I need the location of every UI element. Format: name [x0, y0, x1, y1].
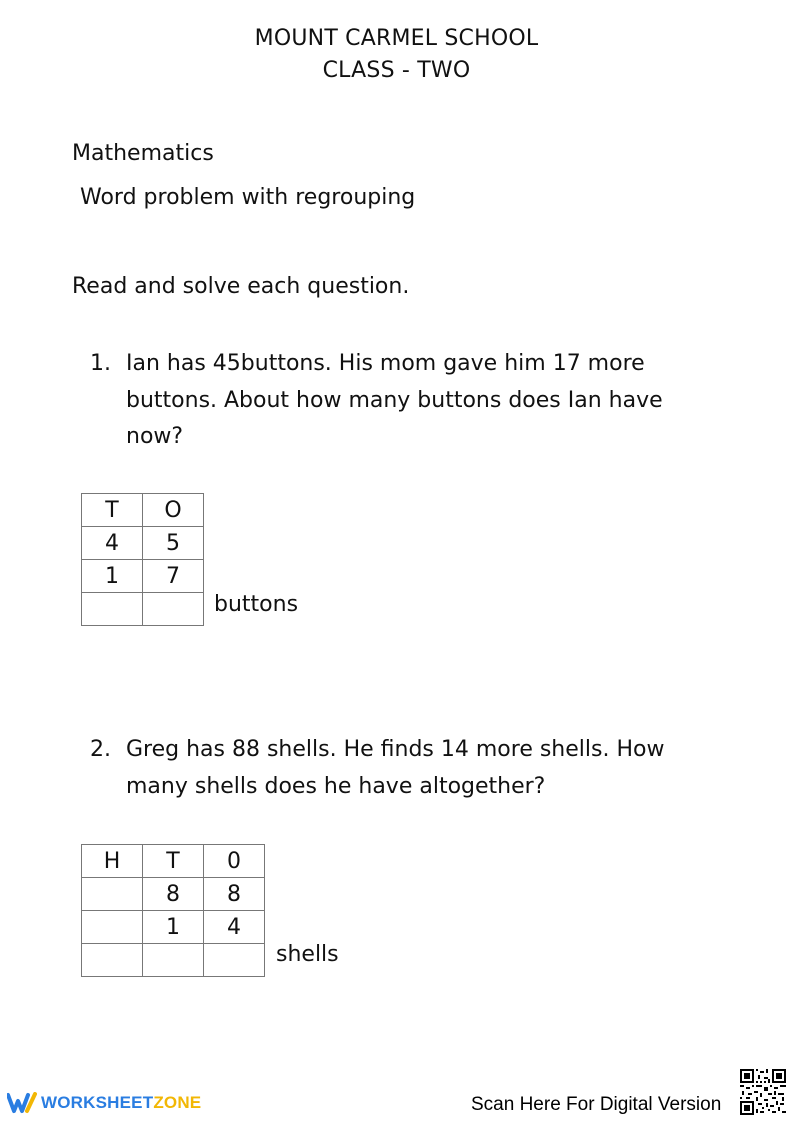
table-cell: 5	[143, 527, 204, 560]
worksheetzone-logo[interactable]	[7, 1092, 201, 1114]
table-cell	[82, 911, 143, 944]
table-row	[82, 527, 204, 560]
table-header-row	[82, 845, 265, 878]
place-value-table-1	[81, 493, 204, 626]
answer-cell[interactable]	[143, 944, 204, 977]
worksheetzone-logo-icon	[7, 1092, 37, 1114]
answer-cell[interactable]	[82, 593, 143, 626]
table-row	[82, 878, 265, 911]
answer-cell[interactable]	[82, 944, 143, 977]
question-1-number: 1.	[90, 351, 111, 376]
question-2-line: Greg has 88 shells. He finds 14 more shells. How	[126, 737, 665, 762]
table-row	[82, 560, 204, 593]
question-2-number: 2.	[90, 737, 111, 762]
answer-unit-2: shells	[276, 942, 339, 967]
table-cell	[82, 878, 143, 911]
scan-text: Scan Here For Digital Version	[471, 1094, 722, 1115]
answer-cell[interactable]	[143, 593, 204, 626]
table-header-cell: O	[143, 494, 204, 527]
question-2-text	[126, 732, 706, 805]
table-cell: 1	[82, 560, 143, 593]
question-2-line: many shells does he have altogether?	[126, 773, 546, 799]
answer-cell[interactable]	[204, 944, 265, 977]
table-cell: 1	[143, 911, 204, 944]
table-cell: 4	[204, 911, 265, 944]
question-1-line: buttons. About how many buttons does Ian have	[126, 387, 663, 413]
table-cell: 4	[82, 527, 143, 560]
brand-name	[41, 1093, 201, 1113]
question-1-text	[126, 346, 696, 456]
question-1-line: now?	[126, 424, 184, 449]
topic-title: Word problem with regrouping	[80, 185, 416, 210]
school-name: MOUNT CARMEL SCHOOL	[254, 26, 539, 51]
brand-name-part2: ZONE	[153, 1093, 202, 1112]
table-header-cell: 0	[204, 845, 265, 878]
table-row	[82, 911, 265, 944]
answer-row[interactable]	[82, 944, 265, 977]
table-cell: 7	[143, 560, 204, 593]
qr-code-icon[interactable]	[740, 1069, 786, 1115]
question-1-line: Ian has 45buttons. His mom gave him 17 more	[126, 351, 645, 376]
table-header-row	[82, 494, 204, 527]
answer-row[interactable]	[82, 593, 204, 626]
subject-title: Mathematics	[72, 141, 214, 166]
table-header-cell: H	[82, 845, 143, 878]
table-cell: 8	[143, 878, 204, 911]
table-header-cell: T	[143, 845, 204, 878]
answer-unit-1: buttons	[214, 592, 299, 617]
class-name: CLASS - TWO	[322, 58, 471, 83]
brand-name-part1: WORKSHEET	[41, 1093, 154, 1112]
place-value-table-2	[81, 844, 265, 977]
table-cell: 8	[204, 878, 265, 911]
table-header-cell: T	[82, 494, 143, 527]
instruction-text: Read and solve each question.	[72, 274, 410, 299]
